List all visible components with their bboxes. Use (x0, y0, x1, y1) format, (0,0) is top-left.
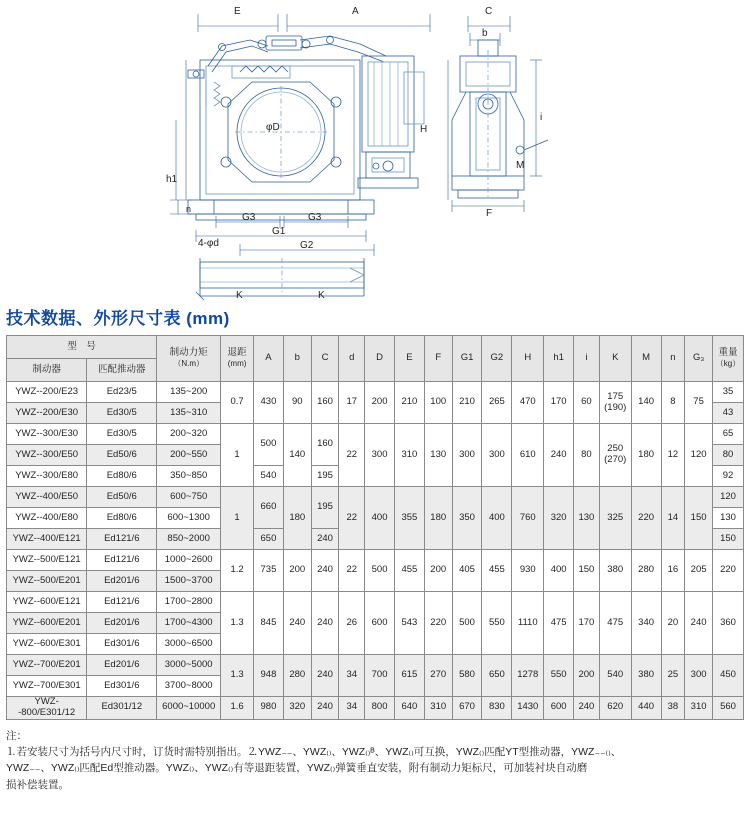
header-weight-text: 重量 (718, 347, 738, 359)
notes-block (6, 728, 744, 793)
cell-A: 980 (254, 697, 284, 720)
header-h1: h1 (544, 336, 574, 382)
cell-h1: 320 (544, 487, 574, 550)
header-n: n (661, 336, 685, 382)
cell-C: 240 (311, 592, 339, 655)
cell-torque: 200~550 (157, 445, 221, 466)
cell-b: 180 (283, 487, 311, 550)
cell-G2: 830 (482, 697, 512, 720)
cell-E: 455 (395, 550, 425, 592)
cell-n: 20 (661, 592, 685, 655)
header-D: D (365, 336, 395, 382)
dim-label-C: C (485, 6, 493, 17)
cell-G1: 350 (452, 487, 482, 550)
header-K: K (599, 336, 631, 382)
cell-gap: 1 (221, 424, 254, 487)
cell-G3: 240 (685, 592, 713, 655)
cell-gap: 1 (221, 487, 254, 550)
cell-brake-model: YWZ--200/E23 (7, 382, 87, 403)
cell-A: 650 (254, 529, 284, 550)
cell-K-alt: (270) (604, 454, 627, 465)
cell-brake-model: YWZ--700/E301 (7, 676, 87, 697)
dim-label-H: H (420, 124, 428, 135)
cell-n: 8 (661, 382, 685, 424)
cell-weight: 220 (712, 550, 743, 592)
table-row (7, 592, 744, 613)
cell-C: 240 (311, 697, 339, 720)
cell-D: 600 (365, 592, 395, 655)
cell-pusher-model: Ed301/12 (87, 697, 157, 720)
cell-G1: 580 (452, 655, 482, 697)
cell-torque: 3000~5000 (157, 655, 221, 676)
cell-brake-model: YWZ--300/E30 (7, 424, 87, 445)
cell-G1: 405 (452, 550, 482, 592)
cell-weight: 360 (712, 592, 743, 655)
cell-A: 735 (254, 550, 284, 592)
cell-A: 845 (254, 592, 284, 655)
dim-label-h1: h1 (166, 174, 178, 185)
cell-pusher-model: Ed30/5 (87, 424, 157, 445)
cell-M: 180 (631, 424, 661, 487)
notes-line-3: 损补偿装置。 (6, 778, 69, 791)
cell-b: 200 (283, 550, 311, 592)
table-row (7, 550, 744, 571)
dim-label-G3-left: G3 (242, 212, 256, 223)
cell-weight: 450 (712, 655, 743, 697)
cell-G2: 650 (482, 655, 512, 697)
cell-pusher-model: Ed201/6 (87, 613, 157, 634)
dim-label-G2: G2 (300, 240, 314, 251)
cell-M: 440 (631, 697, 661, 720)
cell-F: 310 (424, 697, 452, 720)
header-gap-unit: (mm) (227, 359, 247, 369)
cell-E: 355 (395, 487, 425, 550)
cell-K: 475 (599, 592, 631, 655)
cell-brake-model: YWZ--600/E121 (7, 592, 87, 613)
cell-A: 948 (254, 655, 284, 697)
header-torque (157, 336, 221, 382)
dim-label-i: i (540, 112, 543, 123)
cell-torque: 350~850 (157, 466, 221, 487)
cell-pusher-model: Ed80/6 (87, 466, 157, 487)
cell-torque: 1500~3700 (157, 571, 221, 592)
cell-pusher-model: Ed201/6 (87, 571, 157, 592)
cell-brake-model: YWZ--500/E121 (7, 550, 87, 571)
header-pusher: 匹配推动器 (87, 359, 157, 382)
cell-torque: 600~750 (157, 487, 221, 508)
cell-H: 1430 (512, 697, 544, 720)
cell-D: 400 (365, 487, 395, 550)
cell-torque: 3000~6500 (157, 634, 221, 655)
cell-pusher-model: Ed201/6 (87, 655, 157, 676)
dim-label-A: A (352, 6, 359, 17)
cell-torque: 1700~2800 (157, 592, 221, 613)
cell-pusher-model: Ed23/5 (87, 382, 157, 403)
table-body (7, 382, 744, 720)
cell-brake-model: YWZ--600/E201 (7, 613, 87, 634)
cell-brake-model: YWZ--800/E301/12 (7, 697, 87, 720)
section-title: 技术数据、外形尺寸表 (mm) (6, 309, 230, 328)
cell-E: 310 (395, 424, 425, 487)
cell-K-alt: (190) (604, 401, 627, 413)
cell-torque: 6000~10000 (157, 697, 221, 720)
cell-b: 140 (283, 424, 311, 487)
cell-G3: 150 (685, 487, 713, 550)
cell-C: 240 (311, 529, 339, 550)
cell-K: 380 (599, 550, 631, 592)
dim-label-K-left: K (236, 290, 243, 300)
cell-K: 620 (599, 697, 631, 720)
cell-d: 34 (339, 655, 365, 697)
cell-pusher-model: Ed30/5 (87, 403, 157, 424)
table-row (7, 382, 744, 403)
cell-M: 380 (631, 655, 661, 697)
cell-A: 660 (254, 487, 284, 529)
dim-label-G3-right: G3 (308, 212, 322, 223)
table-row (7, 487, 744, 508)
cell-weight: 35 (712, 382, 743, 403)
cell-G2: 265 (482, 382, 512, 424)
notes-line-1: ⒈若安装尺寸为括号内尺寸时，订货时需特别指出。⒉YWZ₋₋、YWZ₍₎、YWZ₍₎ᴮ、YWZ₍₎可互换，YWZ₍₎匹配YT型推动器，YWZ₋₋₍₎、 (6, 746, 622, 759)
cell-C: 195 (311, 466, 339, 487)
dim-label-M: M (516, 160, 525, 171)
cell-brake-model: YWZ--600/E301 (7, 634, 87, 655)
cell-H: 610 (512, 424, 544, 487)
cell-torque: 135~200 (157, 382, 221, 403)
cell-h1: 170 (544, 382, 574, 424)
dim-label-G1: G1 (272, 226, 286, 237)
header-E: E (395, 336, 425, 382)
cell-pusher-model: Ed121/6 (87, 592, 157, 613)
cell-G3: 310 (685, 697, 713, 720)
header-M: M (631, 336, 661, 382)
cell-D: 200 (365, 382, 395, 424)
cell-h1: 475 (544, 592, 574, 655)
cell-brake-model: YWZ--500/E201 (7, 571, 87, 592)
cell-pusher-model: Ed50/6 (87, 445, 157, 466)
cell-h1: 550 (544, 655, 574, 697)
cell-h1: 400 (544, 550, 574, 592)
cell-G3: 120 (685, 424, 713, 487)
header-F: F (424, 336, 452, 382)
cell-weight: 150 (712, 529, 743, 550)
cell-A: 540 (254, 466, 284, 487)
cell-weight: 80 (712, 445, 743, 466)
cell-G1: 210 (452, 382, 482, 424)
header-gap (221, 336, 254, 382)
cell-M: 140 (631, 382, 661, 424)
cell-weight: 130 (712, 508, 743, 529)
cell-pusher-model: Ed80/6 (87, 508, 157, 529)
cell-G2: 550 (482, 592, 512, 655)
table-header-row-1 (7, 336, 744, 359)
cell-brake-model: YWZ--300/E80 (7, 466, 87, 487)
cell-torque: 135~310 (157, 403, 221, 424)
cell-d: 26 (339, 592, 365, 655)
cell-A: 500 (254, 424, 284, 466)
cell-torque: 1000~2600 (157, 550, 221, 571)
cell-G1: 500 (452, 592, 482, 655)
cell-torque: 1700~4300 (157, 613, 221, 634)
header-i: i (574, 336, 600, 382)
cell-brake-model: YWZ--400/E50 (7, 487, 87, 508)
cell-F: 100 (424, 382, 452, 424)
cell-E: 640 (395, 697, 425, 720)
header-G1: G1 (452, 336, 482, 382)
cell-G3: 300 (685, 655, 713, 697)
cell-pusher-model: Ed121/6 (87, 550, 157, 571)
cell-H: 930 (512, 550, 544, 592)
cell-C: 195 (311, 487, 339, 529)
dim-label-D: φD (266, 122, 280, 133)
cell-C: 160 (311, 382, 339, 424)
header-A: A (254, 336, 284, 382)
cell-K (599, 424, 631, 487)
cell-K: 325 (599, 487, 631, 550)
cell-brake-model: YWZ--700/E201 (7, 655, 87, 676)
cell-b: 240 (283, 592, 311, 655)
dim-label-n: n (186, 204, 192, 214)
dim-label-E: E (234, 6, 241, 17)
cell-F: 180 (424, 487, 452, 550)
cell-n: 12 (661, 424, 685, 487)
cell-d: 34 (339, 697, 365, 720)
cell-D: 300 (365, 424, 395, 487)
cell-b: 90 (283, 382, 311, 424)
dim-label-b: b (482, 28, 488, 39)
cell-M: 220 (631, 487, 661, 550)
header-G2: G2 (482, 336, 512, 382)
header-torque-text: 制动力矩 (169, 347, 208, 359)
cell-n: 25 (661, 655, 685, 697)
cell-A: 430 (254, 382, 284, 424)
cell-gap: 1.2 (221, 550, 254, 592)
cell-i: 150 (574, 550, 600, 592)
cell-i: 60 (574, 382, 600, 424)
cell-pusher-model: Ed50/6 (87, 487, 157, 508)
cell-C: 240 (311, 655, 339, 697)
cell-gap: 1.3 (221, 592, 254, 655)
cell-brake-model: YWZ--400/E121 (7, 529, 87, 550)
dim-label-holes: 4-φd (198, 238, 219, 249)
cell-E: 543 (395, 592, 425, 655)
spec-table (6, 335, 744, 720)
notes-title: 注： (6, 729, 27, 742)
cell-K-main: 250 (607, 443, 624, 455)
table-row (7, 697, 744, 720)
cell-pusher-model: Ed301/6 (87, 634, 157, 655)
cell-F: 130 (424, 424, 452, 487)
cell-torque: 200~320 (157, 424, 221, 445)
cell-d: 22 (339, 424, 365, 487)
cell-gap: 1.3 (221, 655, 254, 697)
cell-weight: 120 (712, 487, 743, 508)
cell-b: 320 (283, 697, 311, 720)
cell-K-main: 175 (607, 390, 624, 402)
cell-D: 500 (365, 550, 395, 592)
cell-i: 130 (574, 487, 600, 550)
cell-H: 1278 (512, 655, 544, 697)
dim-label-K-right: K (318, 290, 325, 300)
cell-torque: 850~2000 (157, 529, 221, 550)
header-G3: G₃ (685, 336, 713, 382)
cell-D: 700 (365, 655, 395, 697)
cell-torque: 600~1300 (157, 508, 221, 529)
cell-H: 760 (512, 487, 544, 550)
table-row (7, 655, 744, 676)
cell-weight: 560 (712, 697, 743, 720)
cell-D: 800 (365, 697, 395, 720)
cell-G1: 670 (452, 697, 482, 720)
cell-gap: 1.6 (221, 697, 254, 720)
cell-G2: 400 (482, 487, 512, 550)
cell-G3: 205 (685, 550, 713, 592)
cell-b: 280 (283, 655, 311, 697)
cell-i: 80 (574, 424, 600, 487)
cell-F: 270 (424, 655, 452, 697)
header-model-group: 型 号 (7, 336, 157, 359)
cell-K: 540 (599, 655, 631, 697)
cell-G2: 300 (482, 424, 512, 487)
cell-H: 1110 (512, 592, 544, 655)
header-weight (712, 336, 743, 382)
cell-d: 17 (339, 382, 365, 424)
cell-i: 200 (574, 655, 600, 697)
cell-F: 220 (424, 592, 452, 655)
cell-E: 210 (395, 382, 425, 424)
header-brake: 制动器 (7, 359, 87, 382)
brake-outline-drawing (0, 0, 750, 300)
cell-d: 22 (339, 550, 365, 592)
cell-brake-model: YWZ--200/E30 (7, 403, 87, 424)
cell-H: 470 (512, 382, 544, 424)
cell-weight: 92 (712, 466, 743, 487)
header-H: H (512, 336, 544, 382)
cell-n: 14 (661, 487, 685, 550)
header-gap-text: 退距 (227, 347, 247, 359)
technical-drawing (0, 0, 750, 300)
cell-weight: 43 (712, 403, 743, 424)
notes-line-2: YWZ₋₋、YWZ₍₎匹配Ed型推动器。YWZ₍₎、YWZ₍₎有等退距装置，YWZ₍₎弹簧垂直安装，附有制动力矩标尺，可加装衬块自动磨 (6, 762, 588, 775)
table-row (7, 424, 744, 445)
dim-label-F: F (486, 208, 493, 219)
cell-n: 16 (661, 550, 685, 592)
cell-F: 200 (424, 550, 452, 592)
cell-brake-model: YWZ--300/E50 (7, 445, 87, 466)
header-torque-unit: （N.m） (173, 359, 205, 369)
cell-weight: 65 (712, 424, 743, 445)
cell-K (599, 382, 631, 424)
header-weight-unit: （kg） (715, 359, 741, 369)
cell-n: 38 (661, 697, 685, 720)
cell-h1: 240 (544, 424, 574, 487)
cell-C: 160 (311, 424, 339, 466)
cell-d: 22 (339, 487, 365, 550)
cell-h1: 600 (544, 697, 574, 720)
cell-M: 340 (631, 592, 661, 655)
cell-G2: 455 (482, 550, 512, 592)
cell-M: 280 (631, 550, 661, 592)
header-C: C (311, 336, 339, 382)
cell-gap: 0.7 (221, 382, 254, 424)
cell-brake-model: YWZ--400/E80 (7, 508, 87, 529)
cell-C: 240 (311, 550, 339, 592)
cell-pusher-model: Ed121/6 (87, 529, 157, 550)
cell-E: 615 (395, 655, 425, 697)
cell-G3: 75 (685, 382, 713, 424)
cell-i: 240 (574, 697, 600, 720)
cell-torque: 3700~8000 (157, 676, 221, 697)
cell-i: 170 (574, 592, 600, 655)
cell-pusher-model: Ed301/6 (87, 676, 157, 697)
cell-G1: 300 (452, 424, 482, 487)
header-b: b (283, 336, 311, 382)
header-d: d (339, 336, 365, 382)
